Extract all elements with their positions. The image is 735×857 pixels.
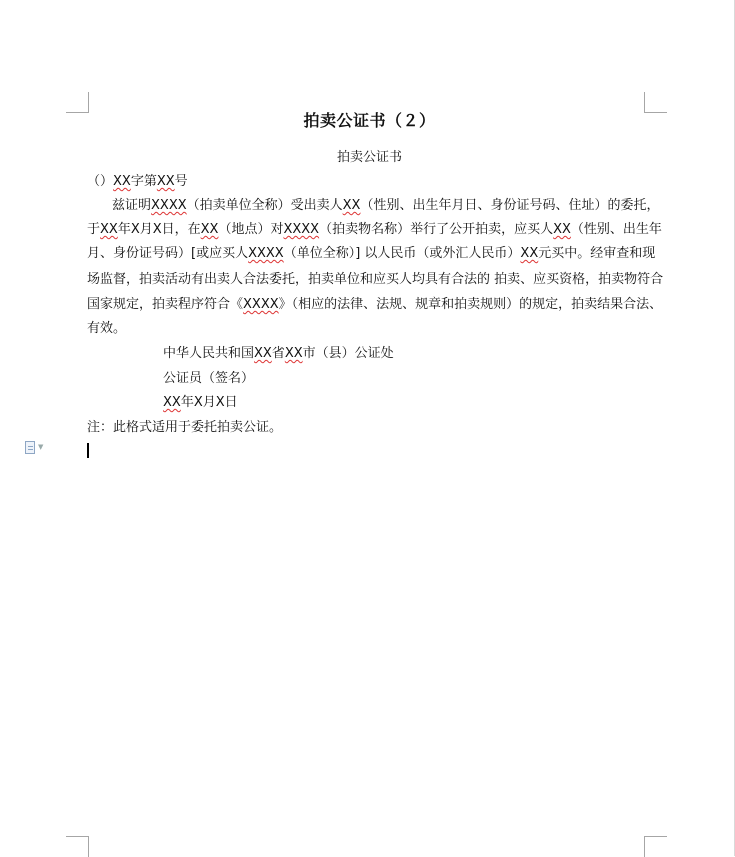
body-line-4: 场监督，拍卖活动有出卖人合法委托，拍卖单位和应买人均具有合法的 拍卖、应买资格，拍卖物符合: [87, 272, 664, 287]
margin-corner-mark: [644, 836, 667, 857]
chevron-down-icon: ▼: [38, 443, 44, 451]
paragraph-options-button[interactable]: [25, 441, 43, 454]
document-subtitle: 拍卖公证书: [336, 150, 402, 165]
notary-office-line: 中华人民共和国XX省XX市（县）公证处: [163, 346, 394, 361]
body-line-2: 于XX年X月X日，在XX（地点）对XXXX（拍卖物名称）举行了公开拍卖，应买人XX（性别、出生年: [87, 222, 662, 237]
margin-corner-mark: [66, 92, 89, 113]
date-line: XX年X月X日: [163, 395, 238, 410]
document-icon: [25, 441, 35, 454]
document-title: 拍卖公证书（２）: [303, 111, 436, 130]
note-line: 注：此格式适用于委托拍卖公证。: [87, 420, 283, 435]
body-line-6: 有效。: [87, 321, 127, 336]
margin-corner-mark: [66, 836, 89, 857]
reference-number-line: （）XX字第XX号: [87, 174, 188, 189]
body-line-3: 月、身份证号码）[或应买人XXXX（单位全称）] 以人民币（或外汇人民币）XX元买中。经审查和现: [87, 246, 656, 261]
margin-corner-mark: [644, 92, 667, 113]
body-line-5: 国家规定，拍卖程序符合《XXXX》（相应的法律、法规、规章和拍卖规则）的规定，拍卖结果合法、: [87, 297, 663, 312]
text-cursor: [87, 443, 89, 458]
notary-signature-line: 公证员（签名）: [163, 371, 255, 386]
body-line-1: 兹证明XXXX（拍卖单位全称）受出卖人XX（性别、出生年月日、身份证号码、住址）的委托，: [112, 198, 660, 213]
